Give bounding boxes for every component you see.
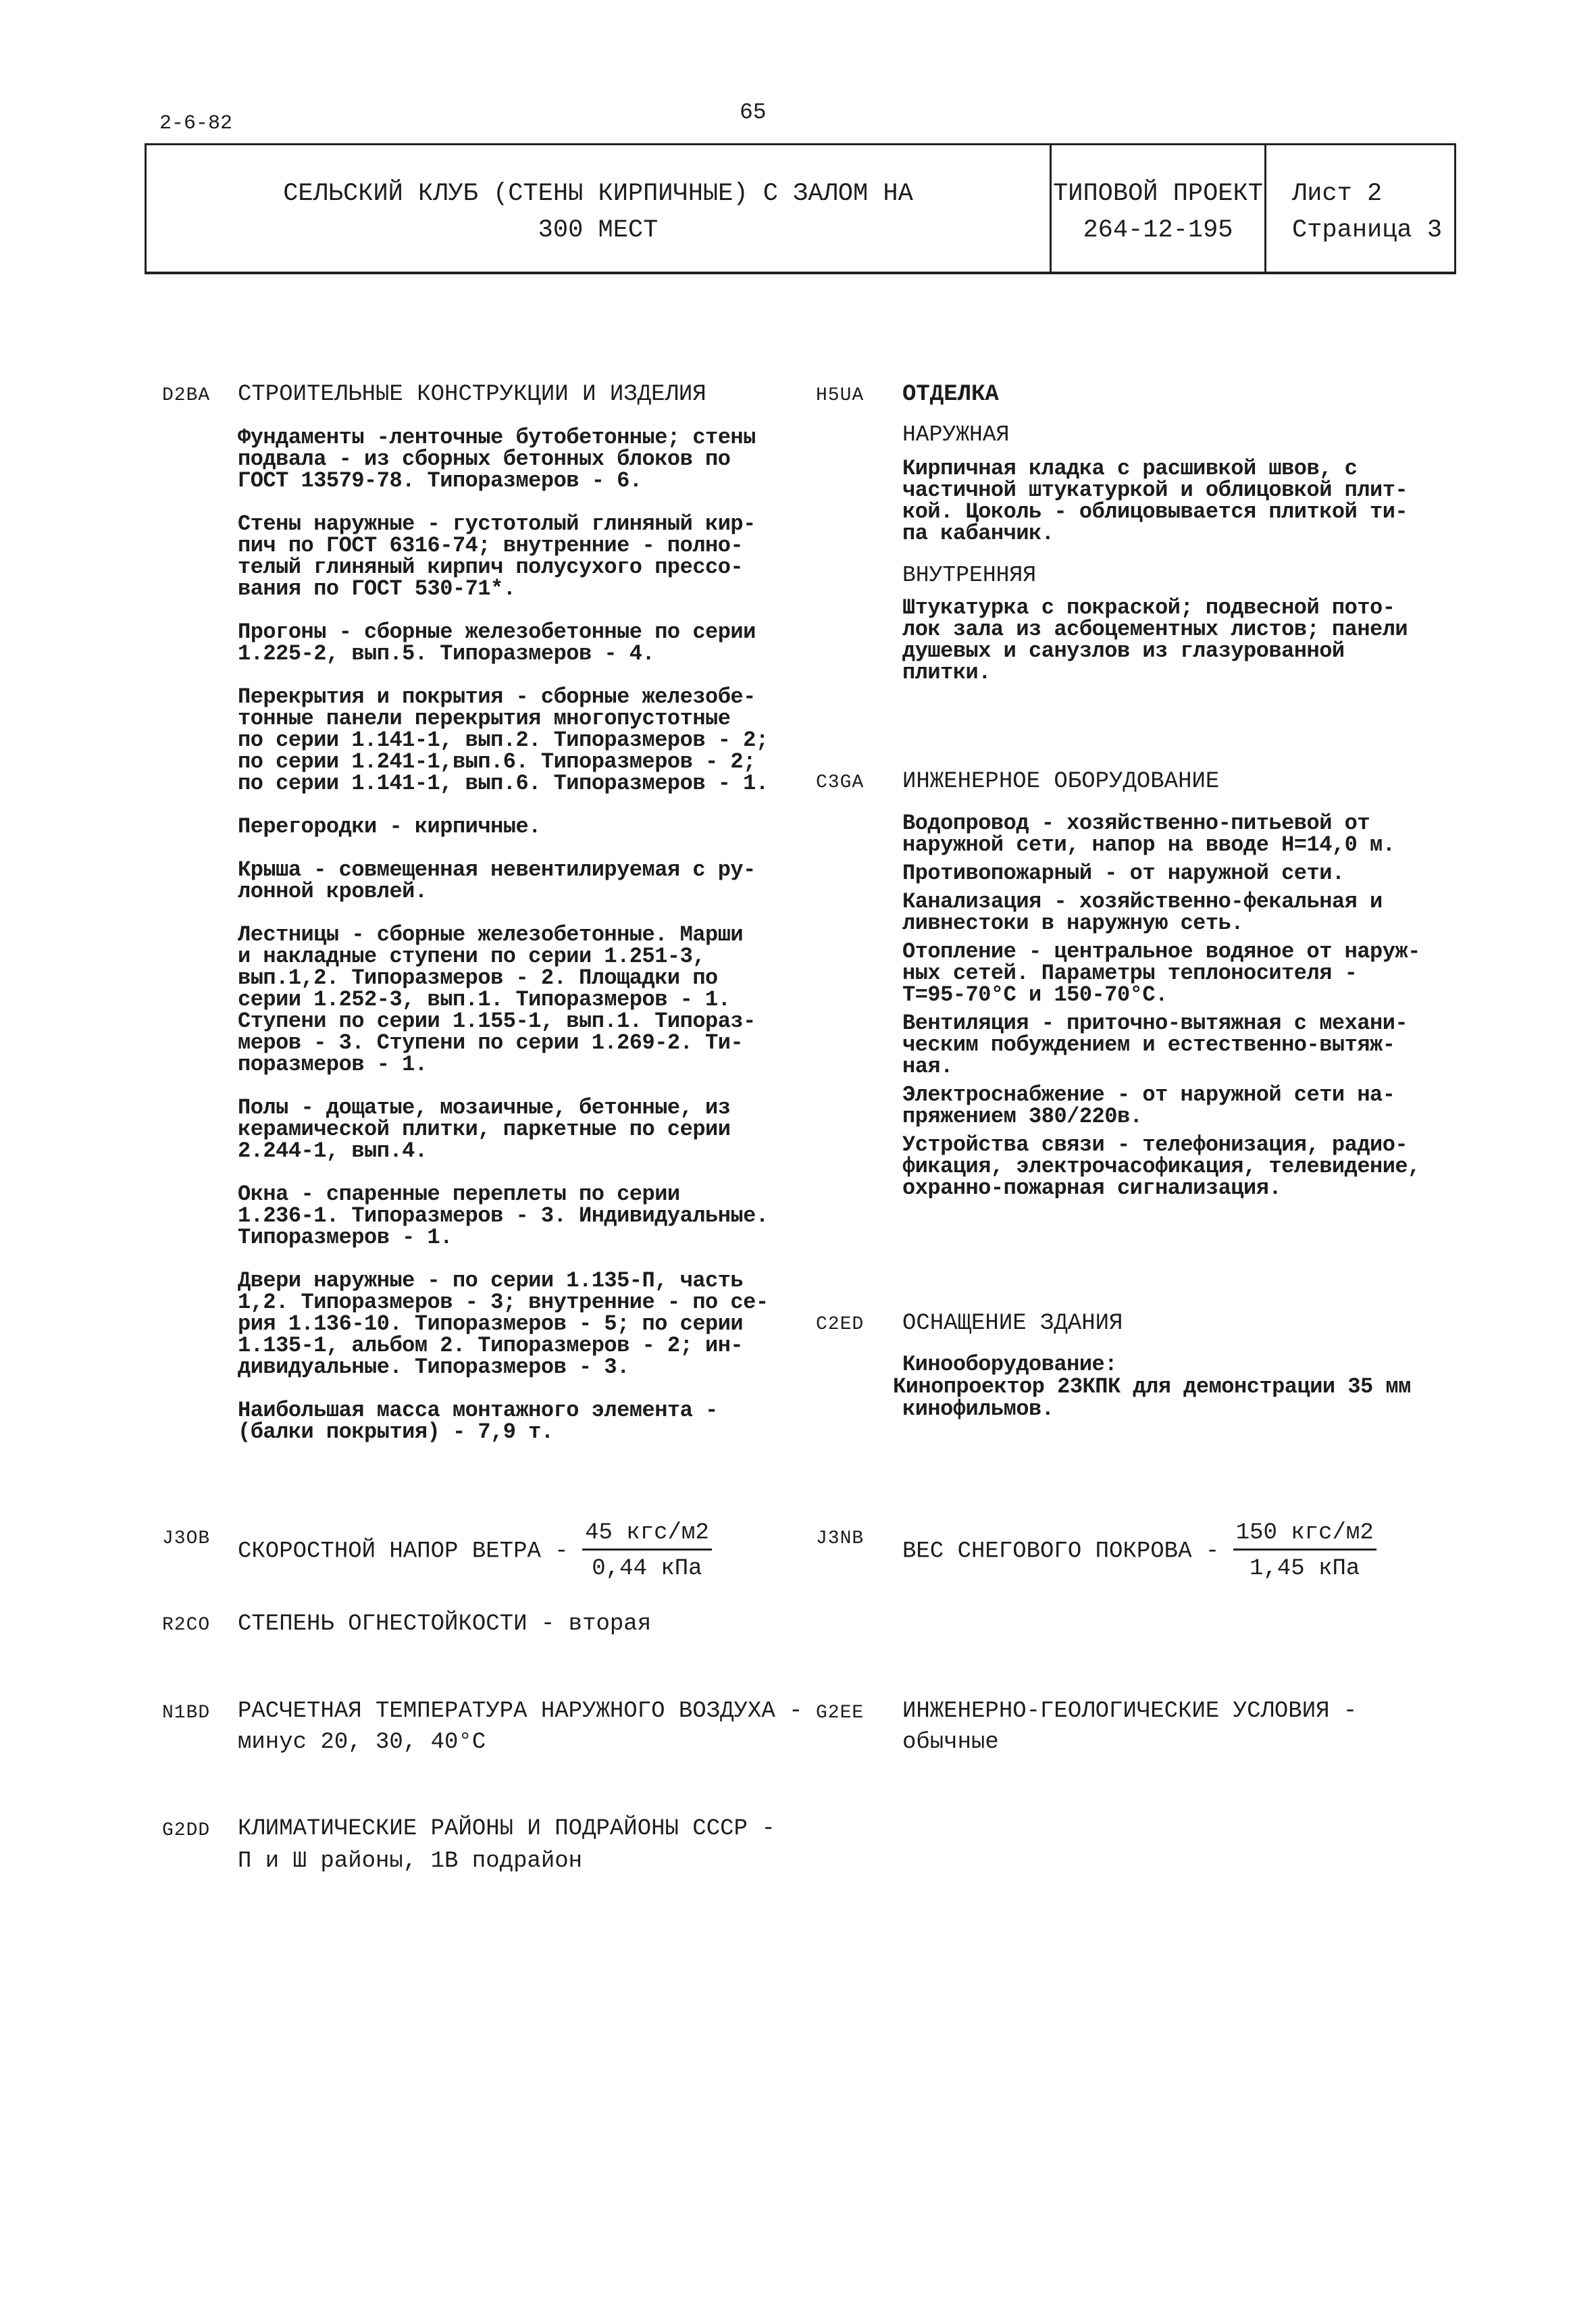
paragraph-line: фикация, электрочасофикация, телевидение, [902, 1154, 1420, 1179]
paragraph-line: Окна - спаренные переплеты по серии [238, 1182, 680, 1207]
page-label: Страница 3 [1292, 216, 1443, 245]
subsection-title: НАРУЖНАЯ [902, 422, 1010, 447]
paragraph-line: лок зала из асбоцементных листов; панели [902, 617, 1408, 642]
snow-value-kpa: 1,45 кПа [1250, 1556, 1360, 1582]
section-code: G2EE [816, 1703, 865, 1724]
paragraph-line: наружной сети, напор на вводе Н=14,0 м. [902, 832, 1395, 857]
climate-regions-value: П и Ш районы, 1В подрайон [238, 1848, 583, 1874]
paragraph-line: Противопожарный - от наружной сети. [902, 861, 1345, 886]
paragraph-line: ГОСТ 13579-78. Типоразмеров - 6. [238, 468, 642, 493]
paragraph-line: плитки. [902, 660, 991, 685]
paragraph-line: Т=95-70°С и 150-70°С. [902, 982, 1168, 1007]
inner-finish-text [902, 597, 1408, 684]
wind-value-kpa: 0,44 кПа [592, 1556, 702, 1582]
paragraph-line: кой. Цоколь - облицовывается плиткой ти- [902, 499, 1408, 524]
fire-resistance: СТЕПЕНЬ ОГНЕСТОЙКОСТИ - вторая [238, 1611, 652, 1637]
title-line: 300 МЕСТ [538, 216, 659, 245]
paragraph-line: Отопление - центральное водяное от наруж- [902, 939, 1420, 964]
outer-finish-text [902, 458, 1408, 545]
snow-load [902, 1520, 1376, 1582]
section-code: N1BD [162, 1703, 211, 1724]
section-code: D2BA [162, 385, 211, 406]
paragraph-line: Лестницы - сборные железобетонные. Марши [238, 922, 744, 947]
paragraph [238, 859, 839, 903]
paragraph-line: Типоразмеров - 1. [238, 1225, 453, 1250]
climate-regions: КЛИМАТИЧЕСКИЕ РАЙОНЫ И ПОДРАЙОНЫ СССР - [238, 1816, 775, 1842]
sheet-cell [1266, 145, 1454, 272]
section-heading: ОТДЕЛКА [902, 382, 999, 407]
paragraph [238, 427, 839, 492]
paragraph [238, 513, 839, 600]
paragraph [238, 1097, 839, 1162]
paragraph-line: Электроснабжение - от наружной сети на- [902, 1082, 1395, 1107]
paragraph-line: 1,2. Типоразмеров - 3; внутренние - по се- [238, 1290, 769, 1315]
paragraph-line: душевых и санузлов из глазурованной [902, 638, 1345, 663]
paragraph [902, 891, 1463, 934]
section-heading: СТРОИТЕЛЬНЫЕ КОНСТРУКЦИИ И ИЗДЕЛИЯ [238, 382, 706, 407]
paragraph-line: Канализация - хозяйственно-фекальная и [902, 889, 1383, 914]
paragraph [238, 816, 839, 838]
section-code: J3OB [162, 1528, 211, 1549]
title-cell [147, 145, 1052, 272]
paragraph-line: па кабанчик. [902, 521, 1054, 546]
geology-conditions-value: обычные [902, 1730, 999, 1755]
project-cell [1052, 145, 1266, 272]
paragraph-line: пряжением 380/220в. [902, 1104, 1143, 1129]
paragraph-line: Прогоны - сборные железобетонные по серии [238, 620, 756, 645]
equipment-line: кинофильмов. [902, 1397, 1054, 1422]
paragraph [902, 813, 1463, 856]
paragraph-line: и накладные ступени по серии 1.251-3, [238, 944, 706, 969]
paragraph-line: дивидуальные. Типоразмеров - 3. [238, 1355, 629, 1380]
engineering-text [902, 813, 1463, 1206]
paragraph-line: керамической плитки, паркетные по серии [238, 1117, 731, 1142]
paragraph [238, 924, 839, 1076]
paragraph-line: Ступени по серии 1.155-1, вып.1. Типораз- [238, 1009, 756, 1034]
paragraph-line: Кирпичная кладка с расшивкой швов, с [902, 456, 1358, 481]
paragraph-line: охранно-пожарная сигнализация. [902, 1176, 1282, 1201]
paragraph [902, 941, 1463, 1006]
section-code: G2DD [162, 1820, 211, 1841]
paragraph-line: Полы - дощатые, мозаичные, бетонные, из [238, 1095, 731, 1120]
subsection-title: ВНУТРЕННЯЯ [902, 563, 1037, 588]
paragraph-line: Крыша - совмещенная невентилируемая с ру- [238, 857, 756, 882]
paragraph-line: по серии 1.141-1, вып.2. Типоразмеров - 2; [238, 728, 769, 753]
paragraph [902, 1084, 1463, 1128]
paragraph-line: Фундаменты -ленточные бутобетонные; стены [238, 425, 756, 450]
design-temperature-value: минус 20, 30, 40°С [238, 1730, 486, 1755]
wind-value [582, 1520, 712, 1582]
title-line: СЕЛЬСКИЙ КЛУБ (СТЕНЫ КИРПИЧНЫЕ) С ЗАЛОМ НА [283, 180, 913, 208]
paragraph [238, 1400, 839, 1443]
paragraph-line: Наибольшая масса монтажного элемента - [238, 1398, 718, 1423]
paragraph-line: Двери наружные - по серии 1.135-П, часть [238, 1268, 744, 1293]
paragraph-line: Водопровод - хозяйственно-питьевой от [902, 811, 1370, 836]
paragraph-line: вания по ГОСТ 530-71*. [238, 576, 516, 601]
paragraph-line: 1.236-1. Типоразмеров - 3. Индивидуальные. [238, 1203, 769, 1228]
paragraph-line: Вентиляция - приточно-вытяжная с механи- [902, 1011, 1408, 1036]
project-type: ТИПОВОЙ ПРОЕКТ [1053, 180, 1263, 208]
paragraph-line: Перегородки - кирпичные. [238, 814, 541, 839]
paragraph-line: частичной штукатуркой и облицовкой плит- [902, 478, 1408, 503]
page-number: 65 [740, 100, 767, 125]
section-code: H5UA [816, 385, 865, 406]
document-code: 2-6-82 [159, 112, 233, 135]
paragraph [238, 622, 839, 665]
paragraph-line: подвала - из сборных бетонных блоков по [238, 447, 731, 472]
design-temperature: РАСЧЕТНАЯ ТЕМПЕРАТУРА НАРУЖНОГО ВОЗДУХА - [238, 1699, 803, 1724]
snow-label: ВЕС СНЕГОВОГО ПОКРОВА - [902, 1538, 1220, 1565]
section-code: C2ED [816, 1314, 865, 1335]
paragraph-line: тонные панели перекрытия многопустотные [238, 706, 731, 731]
paragraph-line: Стены наружные - густотолый глиняный кир- [238, 511, 756, 536]
paragraph-line: лонной кровлей. [238, 879, 428, 904]
paragraph-line: ная. [902, 1054, 953, 1079]
paragraph-line: по серии 1.241-1,вып.6. Типоразмеров - 2; [238, 749, 756, 774]
paragraph [238, 1184, 839, 1249]
sheet-number: Лист 2 [1292, 180, 1383, 208]
section-code: R2CO [162, 1615, 211, 1636]
paragraph-line: меров - 3. Ступени по серии 1.269-2. Ти- [238, 1030, 744, 1055]
section-code: C3GA [816, 772, 865, 793]
paragraph-line: Устройства связи - телефонизация, радио- [902, 1132, 1408, 1157]
paragraph [902, 1134, 1463, 1199]
paragraph-line: ливнестоки в наружную сеть. [902, 911, 1243, 936]
paragraph-line: ных сетей. Параметры теплоносителя - [902, 961, 1358, 986]
paragraph-line: вып.1,2. Типоразмеров - 2. Площадки по [238, 965, 718, 990]
wind-value-kgs: 45 кгс/м2 [582, 1520, 712, 1551]
paragraph-line: телый глиняный кирпич полусухого прессо- [238, 555, 744, 580]
equipment-line: Кинооборудование: [902, 1352, 1117, 1377]
paragraph [902, 863, 1463, 884]
wind-load [238, 1520, 712, 1582]
paragraph-line: 2.244-1, вып.4. [238, 1138, 428, 1163]
paragraph-line: Штукатурка с покраской; подвесной пото- [902, 595, 1395, 620]
paragraph-line: пич по ГОСТ 6316-74; внутренние - полно- [238, 533, 744, 558]
snow-value-kgs: 150 кгс/м2 [1233, 1520, 1376, 1551]
section-heading: ОСНАЩЕНИЕ ЗДАНИЯ [902, 1311, 1123, 1336]
paragraph-line: 1.225-2, вып.5. Типоразмеров - 4. [238, 641, 655, 666]
paragraph-line: ческим побуждением и естественно-вытяж- [902, 1032, 1395, 1057]
equipment-line: Кинопроектор 23КПК для демонстрации 35 мм [893, 1374, 1411, 1399]
geology-conditions: ИНЖЕНЕРНО-ГЕОЛОГИЧЕСКИЕ УСЛОВИЯ - [902, 1699, 1358, 1724]
paragraph-line: 1.135-1, альбом 2. Типоразмеров - 2; ин- [238, 1333, 744, 1358]
paragraph-line: Перекрытия и покрытия - сборные железобе- [238, 684, 756, 709]
wind-label: СКОРОСТНОЙ НАПОР ВЕТРА - [238, 1538, 569, 1565]
project-number: 264-12-195 [1083, 216, 1233, 245]
section-code: J3NB [816, 1528, 865, 1549]
title-block [145, 143, 1456, 274]
paragraph-line: серии 1.252-3, вып.1. Типоразмеров - 1. [238, 987, 731, 1012]
paragraph-line: (балки покрытия) - 7,9 т. [238, 1419, 554, 1444]
paragraph [238, 686, 839, 795]
paragraph [238, 1270, 839, 1378]
paragraph [902, 1013, 1463, 1078]
paragraph-line: по серии 1.141-1, вып.6. Типоразмеров - 1. [238, 771, 769, 796]
snow-value [1233, 1520, 1376, 1582]
paragraph-line: рия 1.136-10. Типоразмеров - 5; по серии [238, 1311, 744, 1336]
paragraph-line: поразмеров - 1. [238, 1052, 428, 1077]
section-heading: ИНЖЕНЕРНОЕ ОБОРУДОВАНИЕ [902, 769, 1220, 795]
structures-text [238, 427, 839, 1465]
